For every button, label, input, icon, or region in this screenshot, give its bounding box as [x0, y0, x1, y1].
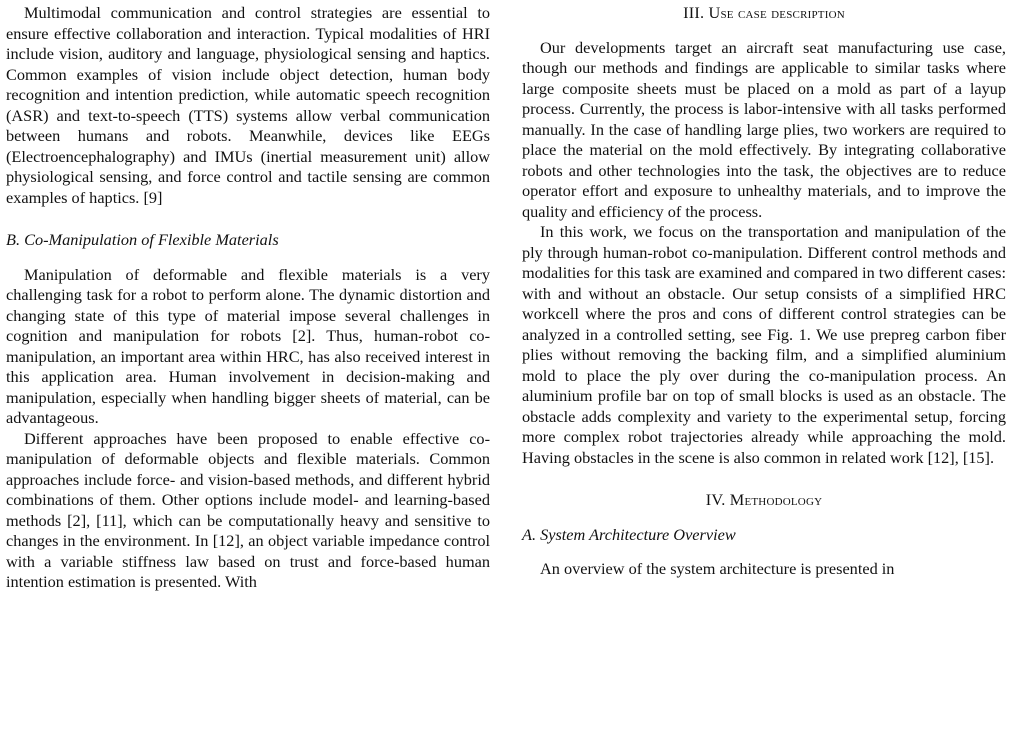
subsection-heading-a: A. System Architecture Overview: [522, 524, 736, 544]
spacer: [6, 251, 490, 265]
spacer: [522, 545, 1006, 559]
paragraph-manipulation: Manipulation of deformable and flexible materials is a very challenging task for a robot to perform alone. The dynamic distortion and changing state of this type of material impose several challenges in cognition and manipulation for robots [2]. Thus, human-robot co-manipulation, an important area within HRC, has also received interest in this application area. Human involvement in decision-making and manipulation, especially when handling bigger sheets of material, can be advantageous.: [6, 264, 490, 427]
spacer: [522, 24, 1006, 38]
left-column: [6, 3, 490, 593]
spacer: [522, 468, 1006, 490]
section-heading-iii: III. Use case description: [683, 3, 845, 22]
section-heading-iv: IV. Methodology: [705, 490, 823, 509]
right-column: [522, 3, 1006, 580]
paragraph-this-work: In this work, we focus on the transportation and manipulation of the ply through human-robot co-manipulation. Different control methods and modalities for this task are examined and compared in two different cases: with and without an obstacle. Our setup consists of a simplified HRC workcell where the pros and cons of different control strategies can be analyzed in a controlled setting, see Fig. 1. We use prepreg carbon fiber plies without removing the backing film, and a simplified aluminium mold to place the ply over during the co-manipulation process. An aluminium profile bar on top of small blocks is used as an obstacle. The obstacle adds complexity and variety to the experimental setup, forcing more complex robot trajectories already while approaching the mold. Having obstacles in the scene is also common in related work [12], [15].: [522, 222, 1006, 467]
paragraph-use-case: Our developments target an aircraft seat manufacturing use case, though our methods and findings are applicable to similar tasks where large composite sheets must be placed on a mold as part of a layup process. Currently, the process is labor-intensive with all tasks performed manually. In the case of handling large plies, two workers are required to place the material on the mold effectively. By integrating collaborative robots and other technologies into the task, the objectives are to reduce operator effort and exposure to unhealthy materials, and to improve the quality and efficiency of the process.: [522, 37, 1006, 221]
paragraph-multimodal: Multimodal communication and control strategies are essential to ensure effective collaboration and interaction. Typical modalities of HRI include vision, auditory and language, physiological sensing and haptics. Common examples of vision include object detection, human body recognition and intention prediction, while automatic speech recognition (ASR) and text-to-speech (TTS) systems allow verbal communication between humans and robots. Meanwhile, devices like EEGs (Electroencephalography) and IMUs (inertial measurement unit) allow physiological sensing, and force control and tactile sensing are common examples of haptics. [9]: [6, 3, 490, 207]
spacer: [6, 208, 490, 230]
subsection-heading-b: B. Co-Manipulation of Flexible Materials: [6, 230, 279, 249]
paragraph-approaches: Different approaches have been proposed to enable effective co-manipulation of deformable objects and flexible materials. Common approaches include force- and vision-based methods, and different hybrid combinations of them. Other options include model- and learning-based methods [2], [11], which can be computationally heavy and sensitive to changes in the environment. In [12], an object variable impedance control with a variable stiffness law based on trust and force-based human intention estimation is presented. With: [6, 428, 490, 591]
paragraph-architecture: An overview of the system architecture is presented in: [540, 559, 895, 578]
spacer: [522, 511, 1006, 525]
